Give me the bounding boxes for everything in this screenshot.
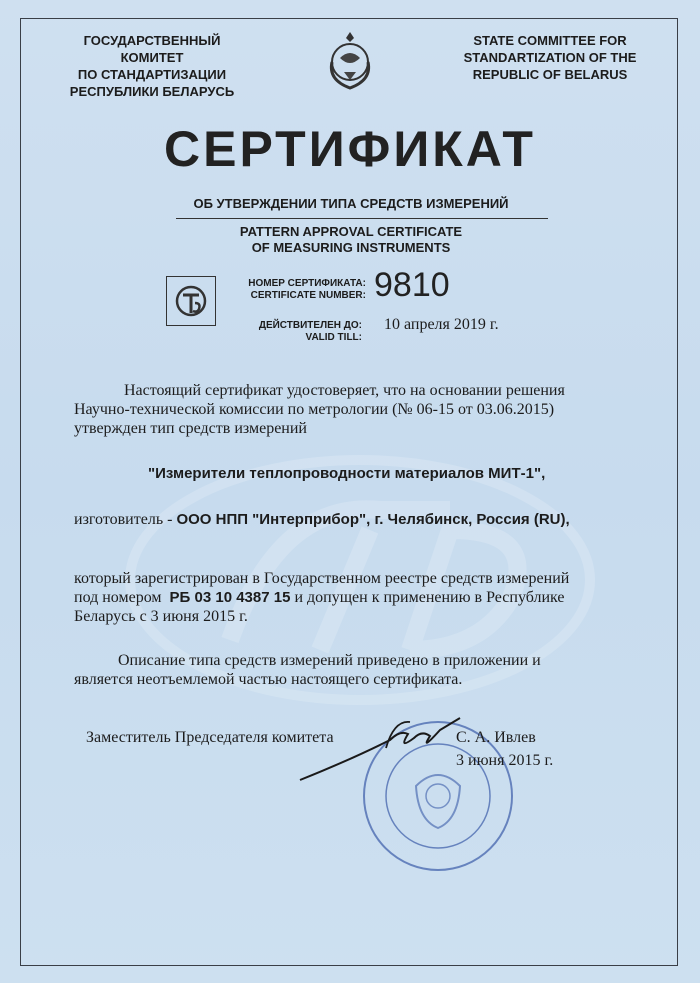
valid-till-label (236, 320, 362, 344)
gtb-logo-icon (166, 276, 216, 326)
paragraph-line: утвержден тип средств измерений (74, 420, 307, 437)
paragraph-line: Научно-технической комиссии по метрологии (№ 06-15 от 03.06.2015) (74, 401, 555, 418)
paragraph-decision (74, 381, 634, 438)
paragraph-registration (74, 569, 654, 626)
subtitle-english (176, 224, 526, 256)
instrument-name: "Измерители теплопроводности материалов МИТ-1", (148, 465, 546, 482)
header-left-line: ГОСУДАРСТВЕННЫЙ КОМИТЕТ (83, 33, 221, 65)
label-en: CERTIFICATE NUMBER: (250, 290, 366, 301)
subtitle-english-line: PATTERN APPROVAL CERTIFICATE (239, 224, 463, 239)
label-ru: НОМЕР СЕРТИФИКАТА: (248, 278, 366, 289)
header-right (440, 32, 660, 83)
header-left (52, 32, 252, 100)
header-right-line: STATE COMMITTEE FOR (473, 33, 627, 48)
paragraph-line: Настоящий сертификат удостоверяет, что на основании решения (124, 382, 565, 399)
paragraph-line: является неотъемлемой частью настоящего сертификата. (74, 671, 463, 688)
header-left-line: ПО СТАНДАРТИЗАЦИИ (77, 67, 227, 82)
reg-prefix: под номером (74, 589, 162, 606)
manufacturer-prefix: изготовитель - (74, 511, 173, 528)
signature-date: 3 июня 2015 г. (456, 752, 554, 769)
subtitle-russian: ОБ УТВЕРЖДЕНИИ ТИПА СРЕДСТВ ИЗМЕРЕНИЙ (193, 196, 509, 211)
label-ru: ДЕЙСТВИТЕЛЕН ДО: (258, 320, 362, 331)
header-left-line: РЕСПУБЛИКИ БЕЛАРУСЬ (69, 84, 235, 99)
signatory-name: С. А. Ивлев (456, 729, 536, 746)
registration-number: РБ 03 10 4387 15 (169, 589, 291, 606)
paragraph-description (74, 651, 634, 689)
label-en: VALID TILL: (305, 332, 362, 343)
document-title: СЕРТИФИКАТ (164, 121, 536, 177)
header-right-line: STANDARTIZATION OF THE (463, 50, 637, 65)
paragraph-line: который зарегистрирован в Государственном реестре средств измерений (74, 570, 570, 587)
paragraph-line: Беларусь с 3 июня 2015 г. (74, 608, 248, 625)
state-emblem-icon (320, 28, 380, 92)
reg-suffix: и допущен к применению в Республике (294, 589, 565, 606)
valid-till-date: 10 апреля 2019 г. (384, 316, 499, 333)
subtitle-english-line: OF MEASURING INSTRUMENTS (251, 240, 451, 255)
header-right-line: REPUBLIC OF BELARUS (472, 67, 628, 82)
manufacturer-name: ООО НПП "Интерприбор", г. Челябинск, Россия (RU), (176, 511, 570, 528)
paragraph-line: Описание типа средств измерений приведено в приложении и (118, 652, 541, 669)
paragraph-line (74, 588, 654, 607)
certificate-number: 9810 (374, 266, 450, 304)
certificate-number-label (236, 278, 366, 302)
signatory-position: Заместитель Председателя комитета (86, 729, 334, 746)
subtitle-divider (176, 218, 548, 219)
manufacturer-line (74, 511, 570, 529)
